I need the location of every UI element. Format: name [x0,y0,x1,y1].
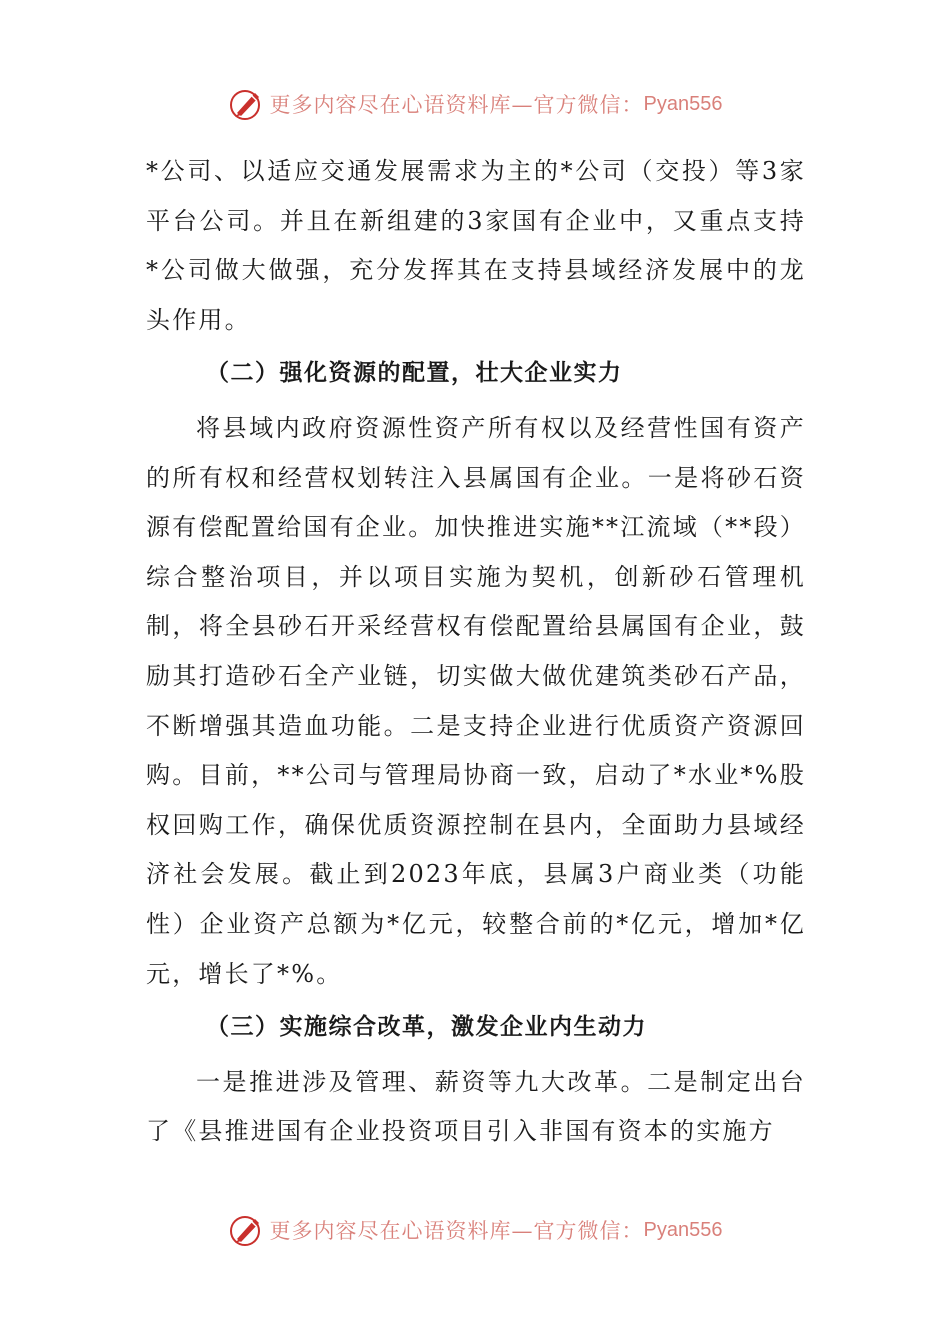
watermark-text: 更多内容尽在心语资料库—官方微信： [269,1219,644,1243]
paragraph-reform: 一是推进涉及管理、薪资等九大改革。二是制定出台了《县推进国有企业投资项目引入非国有资本的实施方 [146,1067,806,1146]
pen-logo-icon [228,86,264,122]
watermark-account: Pyan556 [643,1218,723,1241]
watermark-header [0,82,950,126]
document-body [146,147,806,1157]
section-heading-3: （三）实施综合改革，激发企业内生动力 [206,1014,647,1041]
section-heading-2: （二）强化资源的配置，壮大企业实力 [206,360,623,387]
watermark-account: Pyan556 [643,92,723,115]
pen-logo-icon [228,1212,264,1248]
paragraph-continued: *公司、以适应交通发展需求为主的*公司（交投）等3家平台公司。并且在新组建的3家国有企业中，又重点支持*公司做大做强，充分发挥其在支持县域经济发展中的龙头作用。 [146,157,806,334]
watermark-footer [0,1208,950,1252]
watermark-text: 更多内容尽在心语资料库—官方微信： [269,93,644,117]
paragraph-resources: 将县域内政府资源性资产所有权以及经营性国有资产的所有权和经营权划转注入县属国有企业。一是将砂石资源有偿配置给国有企业。加快推进实施**江流域（**段）综合整治项目，并以项目实施为契机，创新砂石管理机制，将全县砂石开采经营权有偿配置给县属国有企业，鼓励其打造砂石全产业链，切实做大做优建筑类砂石产品，不断增强其造血功能。二是支持企业进行优质资产资源回购。目前，**公司与管理局协商一致，启动了*水业*%股权回购工作，确保优质资源控制在县内，全面助力县域经济社会发展。截止到2023年底，县属3户商业类（功能性）企业资产总额为*亿元，较整合前的*亿元，增加*亿元，增长了*%。 [146,413,806,988]
